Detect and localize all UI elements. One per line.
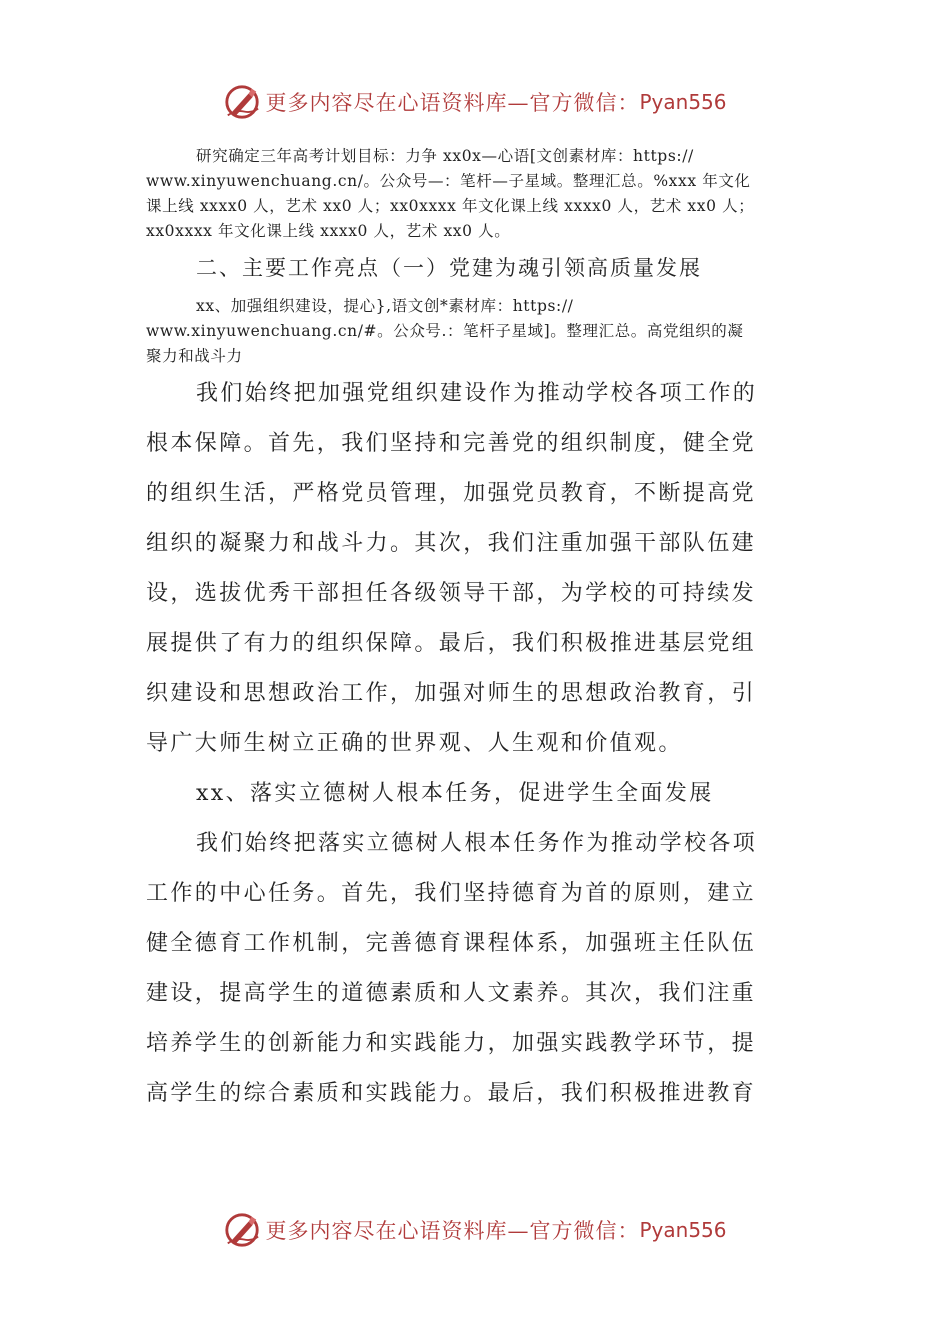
header-wechat-id: Pyan556: [639, 90, 727, 114]
header-banner: [0, 80, 950, 124]
subsection-line: www.xinyuwenchuang.cn/#。公众号.：笔杆子星域]。整理汇总。高党组织的凝: [146, 322, 744, 340]
subsection-line: 聚力和战斗力: [146, 347, 243, 365]
paragraph-line: 我们始终把加强党组织建设作为推动学校各项工作的: [196, 381, 758, 406]
footer-banner: [0, 1208, 950, 1252]
subsection-line: xx、加强组织建设，提心},语文创*素材库：https://: [196, 297, 574, 315]
section-heading-block: [146, 250, 806, 286]
pen-logo-icon: [223, 1211, 261, 1249]
paragraph-line: 我们始终把落实立德树人根本任务作为推动学校各项: [196, 831, 758, 856]
paragraph-line: 组织的凝聚力和战斗力。其次，我们注重加强干部队伍建: [146, 531, 757, 556]
paragraph-line: 根本保障。首先，我们坚持和完善党的组织制度，健全党: [146, 431, 757, 456]
paragraph-line: 健全德育工作机制，完善德育课程体系，加强班主任队伍: [146, 931, 757, 956]
section-heading: 二、主要工作亮点（一）党建为魂引领高质量发展: [196, 256, 702, 280]
intro-line: www.xinyuwenchuang.cn/。公众号—：笔杆—子星域。整理汇总。%xxx 年文化: [146, 172, 751, 190]
paragraph-line: 培养学生的创新能力和实践能力，加强实践教学环节，提: [146, 1031, 757, 1056]
paragraph-line: 导广大师生树立正确的世界观、人生观和价值观。: [146, 731, 683, 756]
footer-banner-text: 更多内容尽在心语资料库—官方微信：: [265, 1219, 640, 1243]
paragraph-1: [146, 369, 806, 1119]
pen-logo-icon: [223, 83, 261, 121]
paragraph-line: 织建设和思想政治工作，加强对师生的思想政治教育，引: [146, 681, 757, 706]
paragraph-line: 工作的中心任务。首先，我们坚持德育为首的原则，建立: [146, 881, 757, 906]
header-banner-text: 更多内容尽在心语资料库—官方微信：: [265, 91, 640, 115]
paragraph-line: 高学生的综合素质和实践能力。最后，我们积极推进教育: [146, 1081, 757, 1106]
subheading-2: xx、落实立德树人根本任务，促进学生全面发展: [196, 781, 714, 806]
footer-wechat-id: Pyan556: [639, 1218, 727, 1242]
intro-line: 研究确定三年高考计划目标：力争 xx0x—心语[文创素材库：https://: [196, 147, 694, 165]
paragraph-line: 建设，提高学生的道德素质和人文素养。其次，我们注重: [146, 981, 757, 1006]
intro-block: [146, 144, 806, 244]
paragraph-line: 设，选拔优秀干部担任各级领导干部，为学校的可持续发: [146, 581, 757, 606]
paragraph-line: 的组织生活，严格党员管理，加强党员教育，不断提高党: [146, 481, 757, 506]
intro-line: 课上线 xxxx0 人，艺术 xx0 人；xx0xxxx 年文化课上线 xxxx0 人，艺术 xx0 人；: [146, 197, 755, 215]
paragraph-line: 展提供了有力的组织保障。最后，我们积极推进基层党组: [146, 631, 757, 656]
intro-line: xx0xxxx 年文化课上线 xxxx0 人，艺术 xx0 人。: [146, 222, 511, 240]
subsection-block: [146, 294, 806, 369]
